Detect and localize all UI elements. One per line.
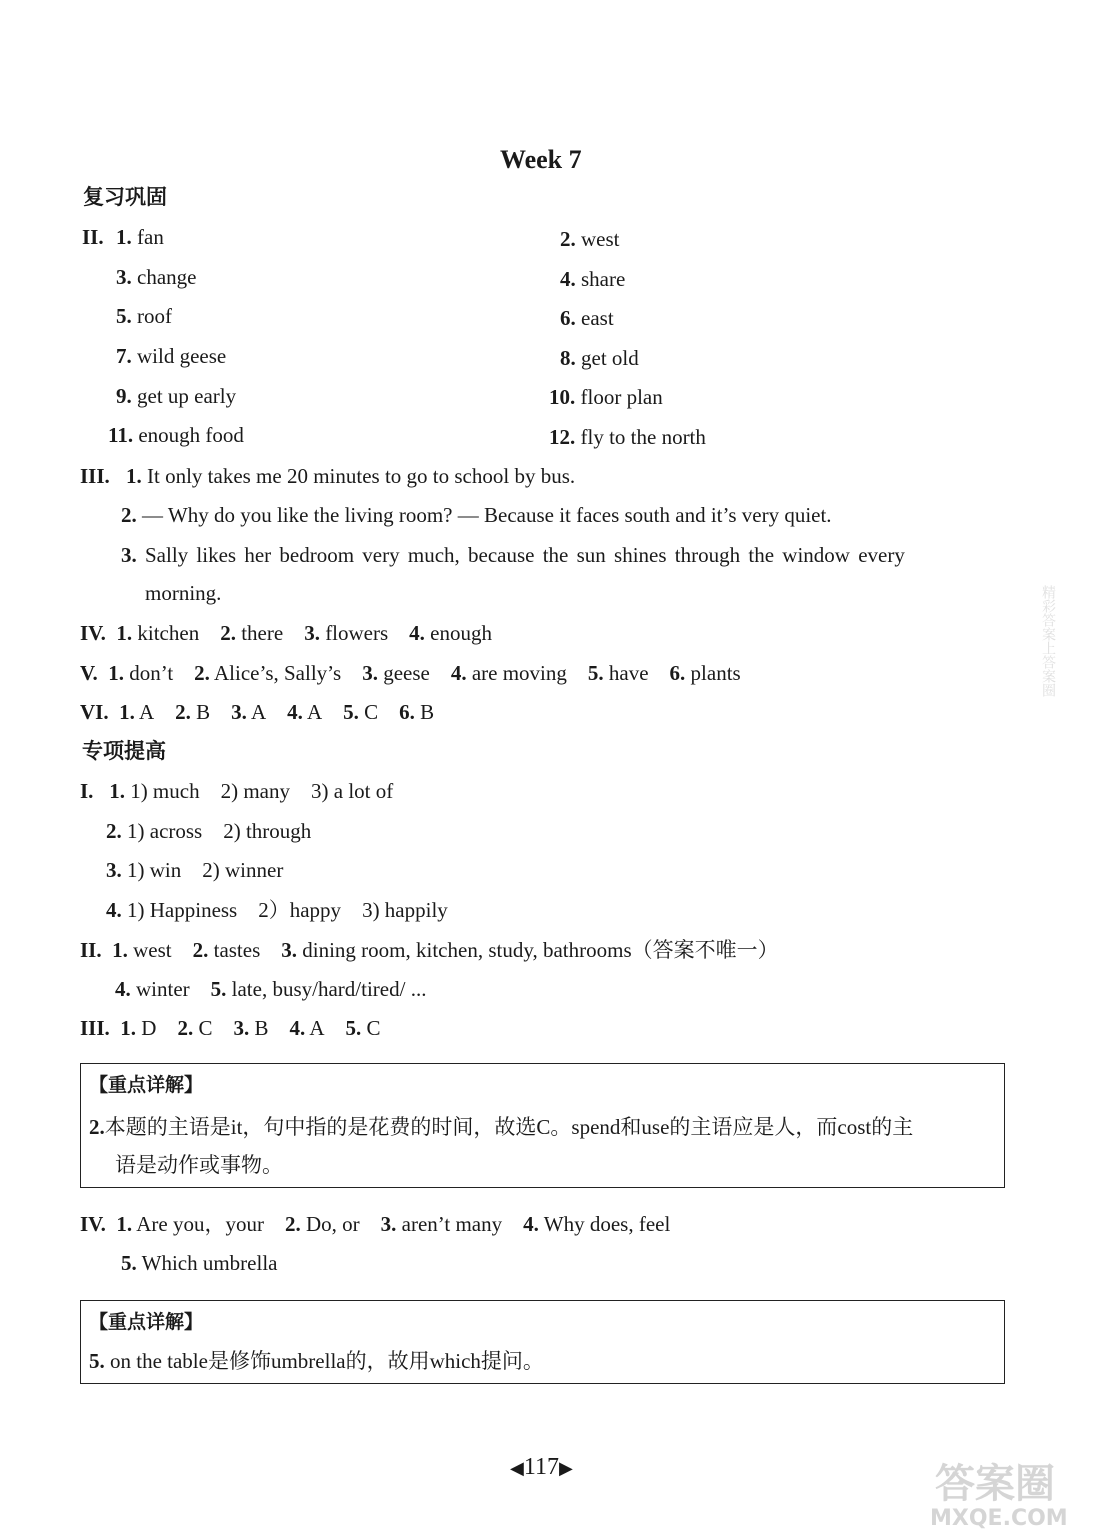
answer-item: 6. east: [560, 306, 614, 330]
answer-item: 12. fly to the north: [549, 425, 706, 449]
review-ii-label: II.: [82, 225, 104, 249]
review-vi-row: VI. 1. A 2. B 3. A 4. A 5. C 6. B: [80, 700, 435, 724]
explanation-text: 语是动作或事物。: [115, 1153, 283, 1177]
advance-ii-row: II. 1. west 2. tastes 3. dining room, kitchen, study, bathrooms（答案不唯一）: [80, 938, 779, 962]
page-title: Week 7: [500, 145, 582, 174]
explanation-heading: 【重点详解】: [89, 1074, 204, 1096]
explanation-box: [80, 1300, 1005, 1384]
answer-item: 7. wild geese: [116, 344, 227, 368]
advance-ii-row: 4. winter 5. late, busy/hard/tired/ ...: [115, 977, 427, 1001]
advance-i-row: 2. 1) across 2) through: [106, 819, 312, 843]
answer-item: 10. floor plan: [549, 385, 663, 409]
advance-iv-row: 5. Which umbrella: [121, 1251, 278, 1275]
advance-iv-row: IV. 1. Are you，your 2. Do, or 3. aren’t many 4. Why does, feel: [80, 1212, 671, 1236]
answer-sentence-continued: morning.: [145, 581, 222, 605]
answer-item: 1. fan: [116, 225, 164, 249]
answer-item: 3. change: [116, 265, 197, 289]
answer-item: 2. west: [560, 227, 620, 251]
watermark-logo: 答案圈: [935, 1461, 1055, 1507]
answer-item: 11. enough food: [108, 423, 244, 447]
section-title-review: 复习巩固: [83, 185, 167, 209]
answer-item: 9. get up early: [116, 384, 237, 408]
answer-item: 5. roof: [116, 304, 172, 328]
section-title-advance: 专项提高: [82, 739, 166, 763]
review-v-row: V. 1. don’t 2. Alice’s, Sally’s 3. geese 4. are moving 5. have 6. plants: [80, 661, 741, 685]
answer-item: 4. share: [560, 267, 626, 291]
page-number: ◀117▶: [510, 1454, 573, 1480]
triangle-right-icon: ▶: [558, 1458, 573, 1478]
answer-sentence: 2. — Why do you like the living room? — Because it faces south and it’s very quiet.: [121, 503, 832, 527]
answer-sentence: 3. Sally likes her bedroom very much, because the sun shines through the window every: [121, 543, 905, 567]
watermark-url: MXQE.COM: [930, 1506, 1068, 1531]
answer-item: 8. get old: [560, 346, 639, 370]
review-iv-row: IV. 1. kitchen 2. there 3. flowers 4. enough: [80, 621, 492, 645]
explanation-text: 2.本题的主语是it，句中指的是花费的时间，故选C。spend和use的主语应是人，而cost的主: [89, 1115, 914, 1139]
advance-i-row: 4. 1) Happiness 2）happy 3) happily: [106, 898, 448, 922]
explanation-heading: 【重点详解】: [89, 1311, 204, 1333]
advance-i-row: I. 1. 1) much 2) many 3) a lot of: [80, 779, 394, 803]
side-watermark: 精彩答案上答案圈: [1040, 585, 1056, 697]
advance-iii-row: III. 1. D 2. C 3. B 4. A 5. C: [80, 1016, 381, 1040]
review-iii-label: III.: [80, 464, 110, 488]
advance-i-row: 3. 1) win 2) winner: [106, 858, 284, 882]
explanation-box: [80, 1063, 1005, 1188]
explanation-text: 5. on the table是修饰umbrella的，故用which提问。: [89, 1349, 544, 1373]
triangle-left-icon: ◀: [510, 1458, 524, 1478]
answer-sentence: 1. It only takes me 20 minutes to go to school by bus.: [126, 464, 576, 488]
